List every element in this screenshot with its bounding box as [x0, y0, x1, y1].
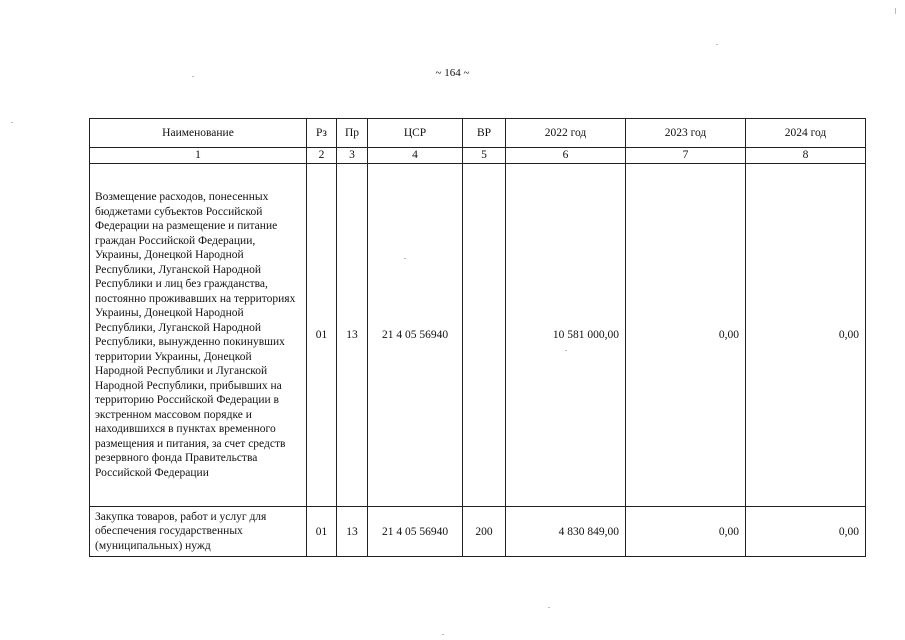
header-pr: Пр: [337, 119, 368, 148]
header-name: Наименование: [90, 119, 307, 148]
scan-speck: [442, 634, 444, 635]
scan-speck: [548, 607, 550, 608]
column-number: 2: [307, 148, 337, 164]
row-name: Закупка товаров, работ и услуг для обеспечения государственных (муниципальных) нужд: [90, 507, 307, 557]
column-number: 8: [746, 148, 866, 164]
header-2022: 2022 год: [506, 119, 626, 148]
row-2022: 4 830 849,00: [506, 507, 626, 557]
scan-speck: [11, 122, 13, 123]
row-csr: 21 4 05 56940: [368, 164, 463, 507]
header-2024: 2024 год: [746, 119, 866, 148]
row-2023: 0,00: [626, 507, 746, 557]
page-number: ~ 164 ~: [435, 67, 470, 79]
column-number: 3: [337, 148, 368, 164]
budget-table: [89, 118, 866, 557]
scan-speck: [895, 8, 896, 14]
scan-speck: [192, 76, 194, 77]
header-rz: Рз: [307, 119, 337, 148]
row-name: Возмещение расходов, понесенных бюджетами субъектов Российской Федерации на размещение и питание граждан Российской Федерации, Украины, Донецкой Народной Республики, Луганской Народной Республики и лиц без гражданства, постоянно проживавших на территориях Украины, Донецкой Народной Республики, Луганской Народной Республики, вынужденно покинувших территории Украины, Донецкой Народной Республики и Луганской Народной Республики, прибывших на территорию Российской Федерации в экстренном массовом порядке и находившихся в пунктах временного размещения и питания, за счет средств резервного фонда Правительства Российской Федерации: [90, 164, 307, 507]
column-number: 7: [626, 148, 746, 164]
column-number: 6: [506, 148, 626, 164]
row-2024: 0,00: [746, 507, 866, 557]
header-row: [90, 119, 866, 148]
table-row: [90, 164, 866, 507]
row-2022: 10 581 000,00: [506, 164, 626, 507]
column-number-row: [90, 148, 866, 164]
row-2024: 0,00: [746, 164, 866, 507]
scan-speck: [404, 258, 406, 259]
column-number: 4: [368, 148, 463, 164]
row-pr: 13: [337, 507, 368, 557]
column-number: 5: [463, 148, 506, 164]
header-vr: ВР: [463, 119, 506, 148]
table-row: [90, 507, 866, 557]
header-csr: ЦСР: [368, 119, 463, 148]
scan-speck: [565, 350, 567, 351]
row-2023: 0,00: [626, 164, 746, 507]
column-number: 1: [90, 148, 307, 164]
row-rz: 01: [307, 164, 337, 507]
row-rz: 01: [307, 507, 337, 557]
row-vr: 200: [463, 507, 506, 557]
row-vr: [463, 164, 506, 507]
row-csr: 21 4 05 56940: [368, 507, 463, 557]
scan-speck: [716, 44, 718, 45]
header-2023: 2023 год: [626, 119, 746, 148]
row-pr: 13: [337, 164, 368, 507]
